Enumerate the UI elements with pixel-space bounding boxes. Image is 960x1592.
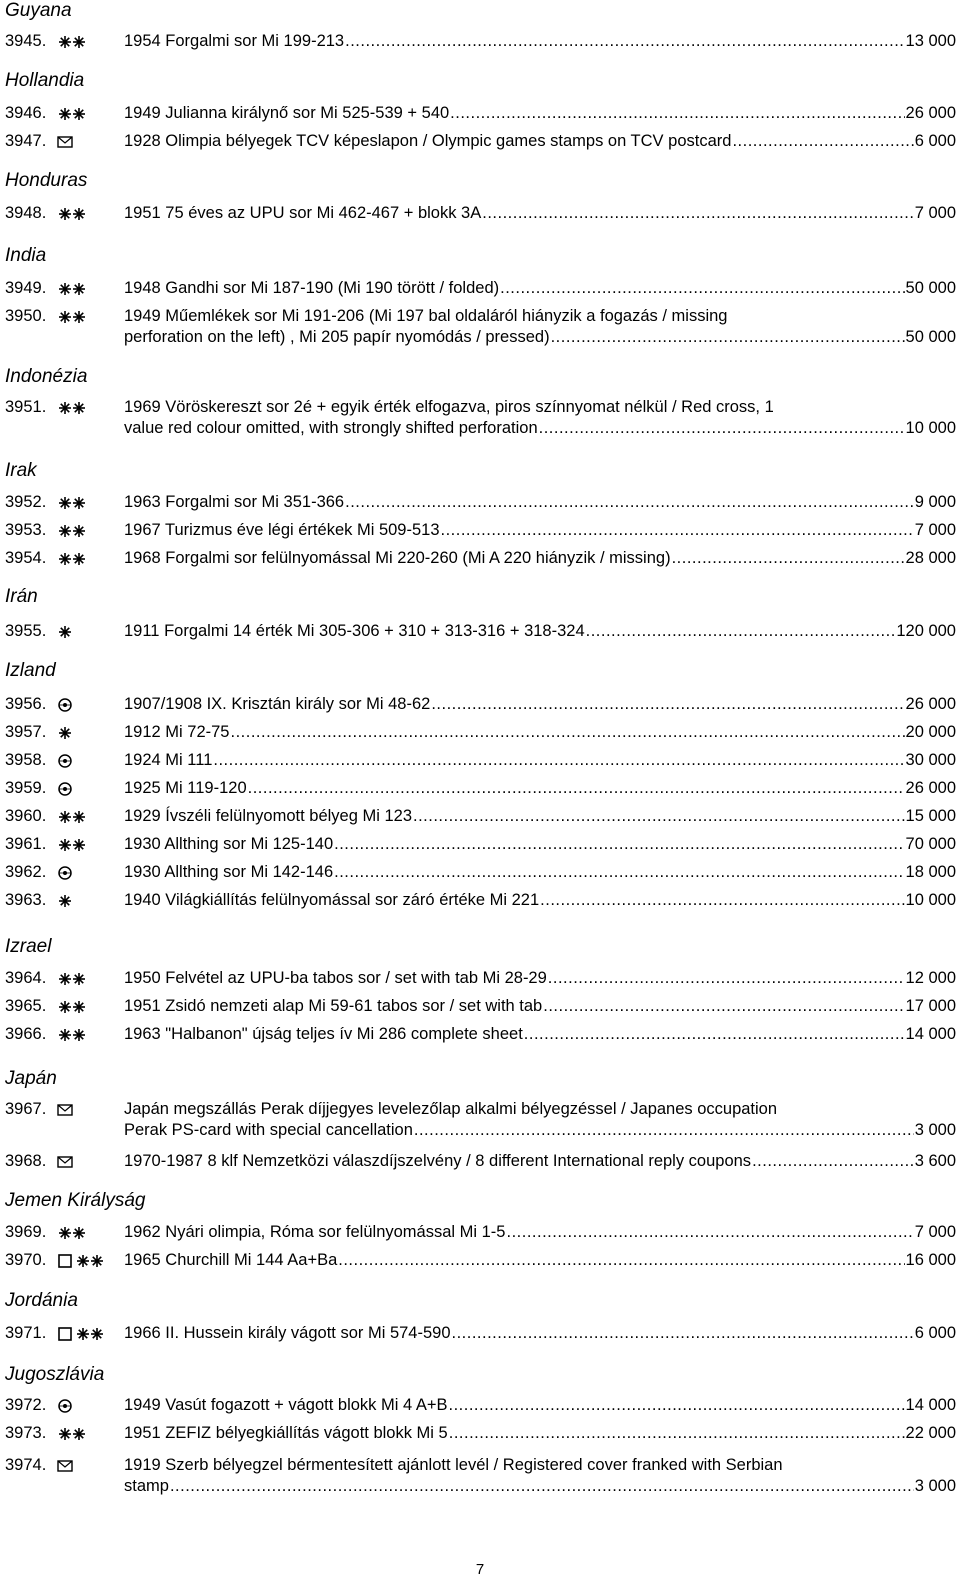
dot-leader [540,890,904,911]
description-text: 1940 Világkiállítás felülnyomással sor záró értéke Mi 221 [124,891,540,909]
description-text: 1919 Szerb bélyegzel bérmentesített ajánlott levél / Registered cover franked with Serbian [124,1456,783,1474]
dot-leader [414,1120,914,1141]
lot-price: 6 000 [914,132,956,150]
lot-price: 3 600 [914,1152,956,1170]
lot-price: 22 000 [905,1424,956,1442]
lot-number: 3953. [5,521,47,539]
lot-number: 3966. [5,1025,47,1043]
lot-price: 13 000 [905,32,956,50]
country-heading: Izrael [5,936,52,957]
lot-number: 3963. [5,891,47,909]
country-heading: Jemen Királyság [5,1190,146,1211]
lot-description [124,548,956,569]
lot-number: 3969. [5,1223,47,1241]
lot-price: 6 000 [914,1324,956,1342]
condition-symbols [57,103,87,124]
mint-never-hinged-icon [57,551,87,567]
lot-price: 26 000 [905,695,956,713]
lot-description [124,968,956,989]
lot-description [124,1395,956,1416]
mint-never-hinged-icon [57,309,87,325]
description-text: perforation on the left) , Mi 205 papír nyomódás / pressed) [124,328,550,346]
lot-description [124,862,956,883]
lot-price: 16 000 [905,1251,956,1269]
lot-description [124,103,956,124]
lot-number: 3965. [5,997,47,1015]
lot-description [124,996,956,1017]
condition-symbols [57,520,87,541]
mint-never-hinged-icon [57,837,87,853]
condition-symbols [57,996,87,1017]
lot-number: 3964. [5,969,47,987]
dot-leader [732,131,913,152]
lot-description [124,694,956,715]
lot-number: 3952. [5,493,47,511]
description-text: 1969 Vöröskereszt sor 2é + egyik érték elfogazva, piros színnyomat nélkül / Red cross, 1 [124,398,774,416]
envelope-icon [57,1155,73,1169]
country-heading: Indonézia [5,366,88,387]
description-text: 1967 Turizmus éve légi értékek Mi 509-513 [124,521,440,539]
condition-symbols [57,131,73,152]
lot-description [124,834,956,855]
dot-leader [452,1323,914,1344]
lot-number: 3959. [5,779,47,797]
mint-never-hinged-icon [57,809,87,825]
used-stamp-icon [57,865,73,881]
lot-description [124,520,956,541]
lot-description [124,1099,956,1141]
lot-number: 3947. [5,132,47,150]
lot-number: 3967. [5,1100,47,1118]
country-heading: Jordánia [5,1290,78,1311]
lot-number: 3970. [5,1251,47,1269]
condition-symbols [57,621,73,642]
condition-symbols [57,834,87,855]
mint-never-hinged-icon [75,1326,105,1342]
description-text: 1951 ZEFIZ bélyegkiállítás vágott blokk Mi 5 [124,1424,448,1442]
mint-never-hinged-icon [57,999,87,1015]
condition-symbols [57,1423,87,1444]
lot-price: 28 000 [905,549,956,567]
lot-number: 3945. [5,32,47,50]
lot-price: 9 000 [914,493,956,511]
lot-number: 3955. [5,622,47,640]
mint-never-hinged-icon [57,1027,87,1043]
condition-symbols [57,806,87,827]
description-text: 1948 Gandhi sor Mi 187-190 (Mi 190 törött / folded) [124,279,500,297]
hinged-icon [57,893,73,909]
used-stamp-icon [57,781,73,797]
country-heading: Japán [5,1068,57,1089]
description-text: 1949 Vasút fogazott + vágott blokk Mi 4 A+B [124,1396,448,1414]
imperforate-block-icon [57,1326,73,1342]
lot-description [124,1455,956,1497]
lot-price: 10 000 [905,891,956,909]
dot-leader [449,1423,905,1444]
lot-number: 3961. [5,835,47,853]
lot-description [124,1024,956,1045]
envelope-icon [57,1103,73,1117]
lot-number: 3973. [5,1424,47,1442]
description-text: 1949 Julianna királynő sor Mi 525-539 + 540 [124,104,450,122]
country-heading: Hollandia [5,70,85,91]
dot-leader [524,1024,905,1045]
lot-description [124,778,956,799]
condition-symbols [57,1099,73,1120]
mint-never-hinged-icon [57,400,87,416]
country-heading: Irak [5,460,37,481]
description-text: 1962 Nyári olimpia, Róma sor felülnyomással Mi 1-5 [124,1223,506,1241]
description-text: 1928 Olimpia bélyegek TCV képeslapon / Olympic games stamps on TCV postcard [124,132,732,150]
lot-price: 50 000 [905,279,956,297]
country-heading: Guyana [5,0,72,21]
lot-price: 14 000 [905,1025,956,1043]
lot-description [124,203,956,224]
lot-description [124,1250,956,1271]
lot-description [124,806,956,827]
dot-leader [506,1222,913,1243]
lot-price: 26 000 [905,104,956,122]
lot-price: 15 000 [905,807,956,825]
mint-never-hinged-icon [57,206,87,222]
lot-description [124,621,956,642]
lot-price: 7 000 [914,1223,956,1241]
condition-symbols [57,1250,105,1271]
lot-description [124,278,956,299]
envelope-icon [57,1459,73,1473]
dot-leader [548,968,905,989]
mint-never-hinged-icon [75,1253,105,1269]
condition-symbols [57,862,73,883]
lot-description [124,750,956,771]
condition-symbols [57,722,73,743]
description-text: stamp [124,1477,169,1495]
lot-number: 3968. [5,1152,47,1170]
dot-leader [248,778,905,799]
country-heading: Honduras [5,170,88,191]
dot-leader [539,418,905,439]
condition-symbols [57,278,87,299]
lot-number: 3954. [5,549,47,567]
used-stamp-icon [57,753,73,769]
description-text: 1966 II. Hussein király vágott sor Mi 574-590 [124,1324,451,1342]
condition-symbols [57,492,87,513]
lot-price: 10 000 [905,419,956,437]
lot-description [124,131,956,152]
condition-symbols [57,890,73,911]
mint-never-hinged-icon [57,281,87,297]
description-text: value red colour omitted, with strongly shifted perforation [124,419,538,437]
dot-leader [431,694,904,715]
condition-symbols [57,968,87,989]
lot-description [124,1423,956,1444]
description-text: 1951 75 éves az UPU sor Mi 462-467 + blokk 3A [124,204,482,222]
lot-description [124,1323,956,1344]
condition-symbols [57,31,87,52]
lot-price: 50 000 [905,328,956,346]
dot-leader [672,548,905,569]
condition-symbols [57,694,73,715]
description-text: 1911 Forgalmi 14 érték Mi 305-306 + 310 + 313-316 + 318-324 [124,622,585,640]
lot-number: 3946. [5,104,47,122]
mint-never-hinged-icon [57,1225,87,1241]
description-text: 1930 Allthing sor Mi 125-140 [124,835,334,853]
lot-price: 3 000 [914,1477,956,1495]
dot-leader [551,327,905,348]
condition-symbols [57,750,73,771]
description-text: 1970-1987 8 klf Nemzetközi válaszdíjszelvény / 8 different International reply coupons [124,1152,752,1170]
dot-leader [334,834,904,855]
hinged-icon [57,725,73,741]
condition-symbols [57,1395,73,1416]
lot-number: 3957. [5,723,47,741]
condition-symbols [57,397,87,418]
description-text: 1963 Forgalmi sor Mi 351-366 [124,493,345,511]
condition-symbols [57,1455,73,1476]
lot-price: 12 000 [905,969,956,987]
mint-never-hinged-icon [57,523,87,539]
lot-number: 3948. [5,204,47,222]
description-text: 1929 Ívszéli felülnyomott bélyeg Mi 123 [124,807,412,825]
description-text: 1951 Zsidó nemzeti alap Mi 59-61 tabos sor / set with tab [124,997,543,1015]
description-text: 1930 Allthing sor Mi 142-146 [124,863,334,881]
lot-price: 7 000 [914,521,956,539]
dot-leader [413,806,905,827]
mint-never-hinged-icon [57,495,87,511]
envelope-icon [57,135,73,149]
mint-never-hinged-icon [57,34,87,50]
description-text: 1925 Mi 119-120 [124,779,247,797]
lot-price: 14 000 [905,1396,956,1414]
lot-description [124,1222,956,1243]
lot-price: 30 000 [905,751,956,769]
description-text: 1912 Mi 72-75 [124,723,230,741]
used-stamp-icon [57,697,73,713]
condition-symbols [57,1323,105,1344]
condition-symbols [57,306,87,327]
mint-never-hinged-icon [57,1426,87,1442]
dot-leader [450,103,904,124]
description-text: Japán megszállás Perak díjjegyes levelezőlap alkalmi bélyegzéssel / Japanes occupation [124,1100,778,1118]
lot-description [124,397,956,439]
condition-symbols [57,203,87,224]
country-heading: Izland [5,660,56,681]
lot-description [124,890,956,911]
lot-price: 18 000 [905,863,956,881]
condition-symbols [57,548,87,569]
lot-number: 3971. [5,1324,47,1342]
lot-price: 20 000 [905,723,956,741]
lot-description [124,1151,956,1172]
dot-leader [345,31,904,52]
dot-leader [482,203,913,224]
dot-leader [448,1395,904,1416]
lot-number: 3962. [5,863,47,881]
lot-description [124,31,956,52]
dot-leader [334,862,904,883]
hinged-icon [57,624,73,640]
lot-price: 120 000 [896,622,956,640]
description-text: 1954 Forgalmi sor Mi 199-213 [124,32,345,50]
description-text: 1924 Mi 111 [124,751,213,769]
lot-number: 3972. [5,1396,47,1414]
used-stamp-icon [57,1398,73,1414]
condition-symbols [57,1222,87,1243]
imperforate-block-icon [57,1253,73,1269]
dot-leader [231,722,905,743]
description-text: 1907/1908 IX. Krisztán király sor Mi 48-62 [124,695,431,713]
dot-leader [345,492,914,513]
lot-number: 3950. [5,307,47,325]
lot-price: 26 000 [905,779,956,797]
dot-leader [338,1250,904,1271]
lot-price: 70 000 [905,835,956,853]
dot-leader [752,1151,914,1172]
dot-leader [586,621,896,642]
dot-leader [500,278,904,299]
condition-symbols [57,1151,73,1172]
dot-leader [441,520,914,541]
lot-description [124,492,956,513]
description-text: Perak PS-card with special cancellation [124,1121,413,1139]
condition-symbols [57,1024,87,1045]
description-text: 1968 Forgalmi sor felülnyomással Mi 220-260 (Mi A 220 hiányzik / missing) [124,549,671,567]
description-text: 1950 Felvétel az UPU-ba tabos sor / set with tab Mi 28-29 [124,969,547,987]
description-text: 1963 "Halbanon" újság teljes ív Mi 286 complete sheet [124,1025,523,1043]
lot-number: 3974. [5,1456,47,1474]
country-heading: Jugoszlávia [5,1364,105,1385]
lot-number: 3951. [5,398,47,416]
lot-price: 17 000 [905,997,956,1015]
lot-description [124,306,956,348]
country-heading: Irán [5,586,38,607]
description-text: 1949 Műemlékek sor Mi 191-206 (Mi 197 bal oldaláról hiányzik a fogazás / missing [124,307,728,325]
description-text: 1965 Churchill Mi 144 Aa+Ba [124,1251,338,1269]
mint-never-hinged-icon [57,971,87,987]
country-heading: India [5,245,47,266]
lot-number: 3949. [5,279,47,297]
dot-leader [213,750,904,771]
lot-number: 3960. [5,807,47,825]
lot-price: 3 000 [914,1121,956,1139]
lot-number: 3958. [5,751,47,769]
lot-number: 3956. [5,695,47,713]
lot-price: 7 000 [914,204,956,222]
condition-symbols [57,778,73,799]
page-number: 7 [475,1561,485,1578]
lot-description [124,722,956,743]
mint-never-hinged-icon [57,106,87,122]
dot-leader [170,1476,914,1497]
dot-leader [543,996,904,1017]
